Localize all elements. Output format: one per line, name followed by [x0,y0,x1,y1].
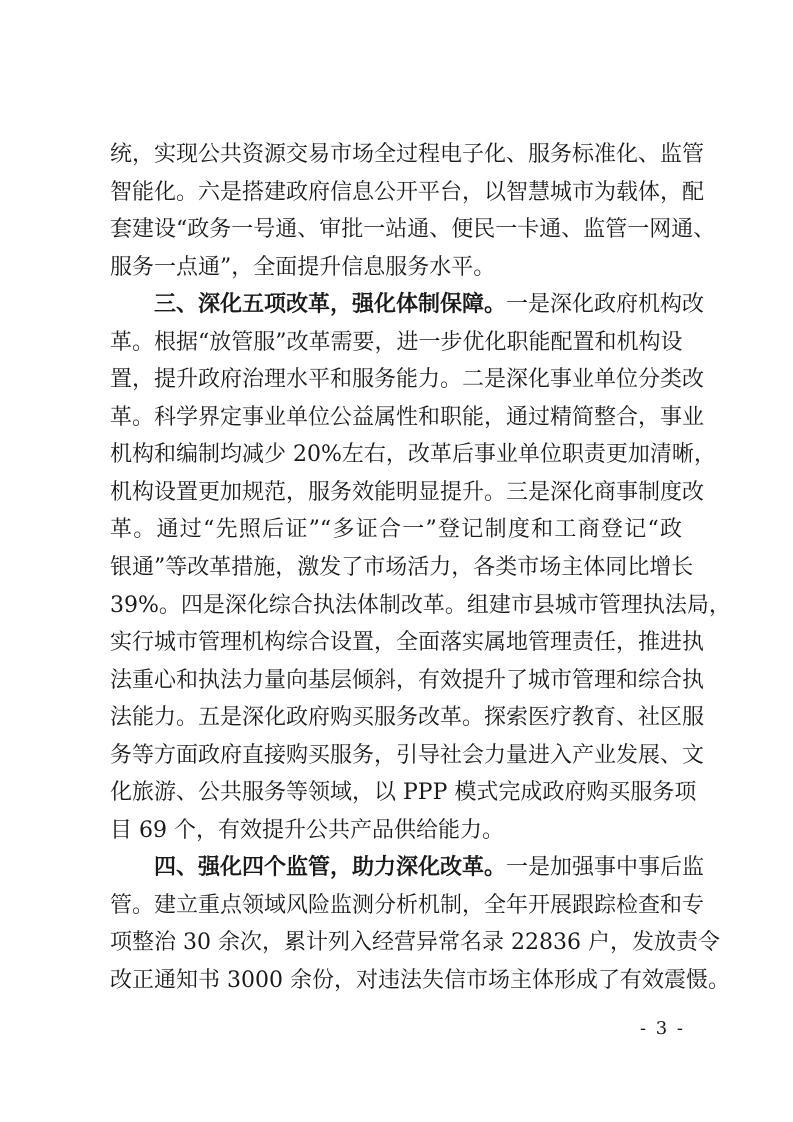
paragraph-line: 机构和编制均减少 20%左右，改革后事业单位职责更加清晰， [110,442,716,468]
paragraph-line: 智能化。六是搭建政府信息公开平台，以智慧城市为载体，配 [110,179,705,205]
paragraph-line: 务等方面政府直接购买服务，引导社会力量进入产业发展、文 [110,742,705,768]
paragraph-line: 服务一点通”，全面提升信息服务水平。 [110,254,496,280]
paragraph-line: 目 69 个，有效提升公共产品供给能力。 [110,817,504,843]
paragraph-line: 银通”等改革措施，激发了市场活力，各类市场主体同比增长 [110,555,694,581]
paragraph-line: 革。通过“先照后证”“多证合一”登记制度和工商登记“政 [110,517,682,543]
section-heading: 三、深化五项改革，强化体制保障。 [154,291,507,318]
paragraph-text: 一是加强事中事后监 [506,855,705,881]
paragraph-line: 法重心和执法力量向基层倾斜，有效提升了城市管理和综合执 [110,667,705,693]
paragraph-line: 化旅游、公共服务等领域，以 PPP 模式完成政府购买服务项 [110,780,697,806]
paragraph-line: 革。科学界定事业单位公益属性和职能，通过精简整合，事业 [110,404,705,430]
page-number: - 3 - [639,1018,685,1039]
paragraph-line: 机构设置更加规范，服务效能明显提升。三是深化商事制度改 [110,479,705,505]
paragraph-line: 管。建立重点领域风险监测分析机制，全年开展跟踪检查和专 [110,892,705,918]
paragraph-line: 套建设“政务一号通、审批一站通、便民一卡通、监管一网通、 [110,217,716,243]
paragraph-line: 革。根据“放管服”改革需要，进一步优化职能配置和机构设 [110,329,683,355]
section-four-first-line [110,849,705,887]
section-heading: 四、强化四个监管，助力深化改革。 [154,854,507,881]
paragraph-line: 39%。四是深化综合执法体制改革。组建市县城市管理执法局， [110,592,731,618]
paragraph-text: 一是深化政府机构改 [506,292,705,318]
section-three-first-line [110,286,705,324]
paragraph-line: 项整治 30 余次，累计列入经营异常名录 22836 户，发放责令 [110,930,720,956]
body-text [110,136,731,1000]
paragraph-line: 置，提升政府治理水平和服务能力。二是深化事业单位分类改 [110,367,705,393]
paragraph-line: 改正通知书 3000 余份，对违法失信市场主体形成了有效震慑。 [110,968,730,994]
paragraph-line: 实行城市管理机构综合设置，全面落实属地管理责任，推进执 [110,630,705,656]
paragraph-line: 统，实现公共资源交易市场全过程电子化、服务标准化、监管 [110,142,705,167]
paragraph-line: 法能力。五是深化政府购买服务改革。探索医疗教育、社区服 [110,705,705,731]
